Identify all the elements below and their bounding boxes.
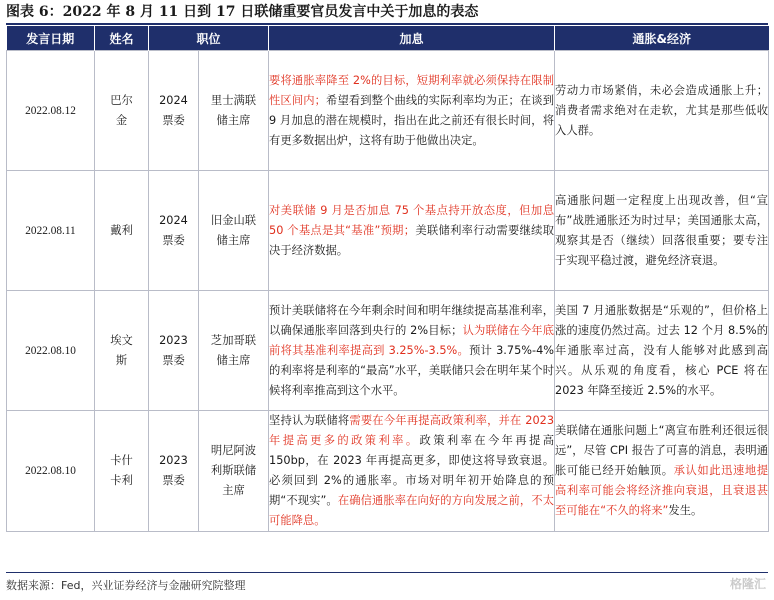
cell-position xyxy=(199,411,269,532)
body-text: 政策利率在今年再提高 150bp，在 2023 年再提高更多，即使这将导致衰退。必须回到 2%的通胀率。市场对明年初开始降息的预期“不现实”。 xyxy=(269,434,555,507)
cell-position xyxy=(199,171,269,291)
cell-voter-status xyxy=(149,291,199,411)
source-note: 数据来源：Fed，兴业证券经济与金融研究院整理 xyxy=(6,579,246,592)
header-date: 发言日期 xyxy=(7,26,95,51)
cell-inflation-economy xyxy=(555,291,769,411)
highlight-text: 需要在今年再提高政策利率，并在 2023 年提高更多的政策利率。 xyxy=(269,414,555,447)
body-text: 劳动力市场紧俏，未必会造成通胀上升；消费者需求绝对在走软，尤其是那些低收入人群。 xyxy=(555,83,769,137)
cell-line: 斯 xyxy=(115,353,128,367)
cell-line: 旧金山联 xyxy=(210,213,257,227)
header-name: 姓名 xyxy=(95,26,149,51)
header-row xyxy=(7,26,769,51)
cell-name xyxy=(95,411,149,532)
figure-title: 图表 6：2022 年 8 月 11 日到 17 日联储重要官员发言中关于加息的表态 xyxy=(6,4,479,20)
cell-voter-status xyxy=(149,171,199,291)
cell-position xyxy=(199,51,269,171)
cell-line: 储主席 xyxy=(216,113,251,127)
cell-line: 票委 xyxy=(162,353,185,367)
body-text: 高通胀问题一定程度上出现改善，但“宣布”战胜通胀还为时过早；美国通胀太高，观察其是否（继续）回落很重要；要专注于实现平稳过渡，避免经济衰退。 xyxy=(555,193,769,267)
body-text: 预计 3.75%-4%的利率将是利率的“最高”水平，美联储只会在明年某个时候将利率推高到这个水平。 xyxy=(269,343,555,397)
cell-line: 2023 xyxy=(159,333,188,347)
body-text: 预计美联储将在今年剩余时间和明年继续提高基准利率，以确保通胀率回落到央行的 2%目标； xyxy=(269,303,555,337)
body-text: 美联储在通胀问题上“离宣布胜利还很远很远”，尽管 CPI 报告了可喜的消息，表明通胀可能已经开始触顶。 xyxy=(555,424,769,477)
cell-hike-statement xyxy=(269,171,555,291)
cell-line: 戴利 xyxy=(110,223,133,237)
cell-voter-status xyxy=(149,51,199,171)
body-text: 美国 7 月通胀数据是“乐观的”，但价格上涨的速度仍然过高。过去 12 个月 8.5%的年通胀率过高，没有人能够对此感到高兴。从乐观的角度看，核心 PCE 将在 2023 年降至接近 2.5%的水平。 xyxy=(555,303,769,397)
cell-line: 2023 xyxy=(159,454,188,467)
table-row xyxy=(7,51,769,171)
cell-line: 票委 xyxy=(162,113,185,127)
cell-line: 巴尔 xyxy=(110,93,133,107)
cell-name xyxy=(95,51,149,171)
cell-line: 储主席 xyxy=(216,353,251,367)
header-inflation: 通胀&经济 xyxy=(555,26,769,51)
cell-position xyxy=(199,291,269,411)
cell-line: 埃文 xyxy=(110,333,133,347)
cell-hike-statement xyxy=(269,291,555,411)
cell-hike-statement xyxy=(269,411,555,532)
title-rule xyxy=(6,23,768,25)
highlight-text: 承认如此迅速地提高利率可能会将经济推向衰退，且衰退甚至可能在“不久的将来” xyxy=(555,464,769,517)
cell-inflation-economy xyxy=(555,51,769,171)
cell-line: 票委 xyxy=(162,233,185,247)
statements-table xyxy=(6,26,769,532)
cell-line: 卡利 xyxy=(110,474,133,487)
cell-line: 卡什 xyxy=(110,454,133,467)
cell-line: 主席 xyxy=(222,484,245,497)
highlight-text: 要将通胀率降至 2%的目标，短期利率就必须保持在限制性区间内； xyxy=(269,73,555,107)
cell-line: 明尼阿波 xyxy=(210,444,257,457)
cell-line: 储主席 xyxy=(216,233,251,247)
cell-date: 2022.08.10 xyxy=(7,411,95,532)
cell-date: 2022.08.12 xyxy=(7,51,95,171)
cell-inflation-economy xyxy=(555,411,769,532)
cell-name xyxy=(95,171,149,291)
highlight-text: 在确信通胀率在向好的方向发展之前，不太可能降息。 xyxy=(269,494,554,527)
header-hike: 加息 xyxy=(269,26,555,51)
body-text: 坚持认为联储将 xyxy=(269,414,350,427)
cell-inflation-economy xyxy=(555,171,769,291)
cell-line: 票委 xyxy=(162,474,185,487)
table-row xyxy=(7,291,769,411)
body-text: 美联储利率行动需要继续取决于经济数据。 xyxy=(269,223,554,257)
cell-line: 里士满联 xyxy=(210,93,257,107)
cell-line: 利斯联储 xyxy=(210,464,257,477)
cell-date: 2022.08.10 xyxy=(7,291,95,411)
cell-line: 芝加哥联 xyxy=(210,333,257,347)
highlight-text: 对美联储 9 月是否加息 75 个基点持开放态度，但加息 50 个基点是其“基准”预期； xyxy=(269,203,555,237)
table-row xyxy=(7,171,769,291)
body-text: 发生。 xyxy=(668,504,703,517)
highlight-text: 认为联储在今年底前将其基准利率提高到 3.25%-3.5%。 xyxy=(269,323,555,357)
cell-line: 2024 xyxy=(159,93,188,107)
cell-hike-statement xyxy=(269,51,555,171)
cell-line: 2024 xyxy=(159,213,188,227)
body-text: 希望看到整个曲线的实际利率均为正；在谈到 9 月加息的潜在规模时，指出在此之前还有很长时间，将有更多数据出炉，这将有助于他做出决定。 xyxy=(269,93,555,147)
footer-rule xyxy=(6,572,768,573)
cell-date: 2022.08.11 xyxy=(7,171,95,291)
cell-name xyxy=(95,291,149,411)
header-position: 职位 xyxy=(149,26,269,51)
cell-voter-status xyxy=(149,411,199,532)
watermark-logo: 格隆汇 xyxy=(729,577,766,591)
table-row xyxy=(7,411,769,532)
cell-line: 金 xyxy=(115,113,128,127)
